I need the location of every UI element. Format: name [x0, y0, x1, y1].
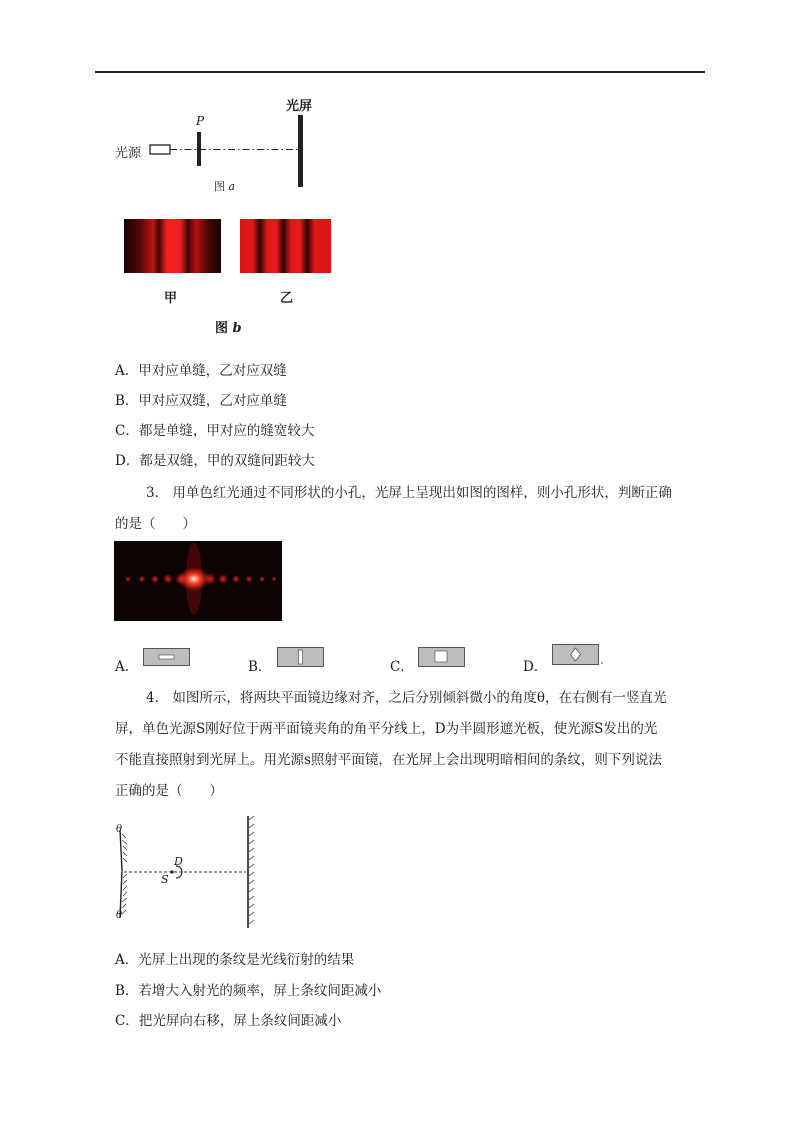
theta-label-bottom: θ: [116, 910, 123, 921]
interference-patterns: [120, 215, 340, 277]
q4-option-a[interactable]: A．光屏上出现的条纹是光线衍射的结果: [115, 952, 355, 968]
pattern-yi: [240, 219, 331, 273]
q4-stem-line4: 正确的是（ ）: [115, 783, 223, 799]
mirror-setup-diagram: [108, 812, 268, 934]
aperture-horizontal-slit: [143, 648, 191, 672]
q3-option-c[interactable]: C．: [390, 659, 414, 675]
theta-label-top: θ: [116, 824, 123, 835]
light-source-box: [150, 145, 170, 154]
label-yi: 乙: [280, 291, 294, 306]
q2-option-a[interactable]: A．甲对应单缝，乙对应双缝: [115, 363, 287, 379]
light-source-label: 光源: [115, 146, 142, 161]
q4-stem-line2: 屏，单色光源S刚好位于两平面镜夹角的角平分线上，D为半圆形遮光板，使光源S发出的光: [115, 721, 658, 737]
aperture-vertical-slit: [277, 647, 325, 672]
aperture-square-hole: [418, 647, 466, 672]
q2-option-d[interactable]: D．都是双缝，甲的双缝间距较大: [115, 453, 315, 469]
figure-b: [120, 215, 340, 340]
s-label: S: [161, 873, 169, 886]
d-label: D: [174, 855, 183, 868]
figure-a: [110, 92, 350, 197]
q3-stem-line2: 的是（ ）: [115, 516, 196, 532]
q4-stem-line1: 4. 如图所示，将两块平面镜边缘对齐，之后分别倾斜微小的角度θ，在右侧有一竖直光: [146, 690, 667, 706]
q4-option-c[interactable]: C．把光屏向右移，屏上条纹间距减小: [115, 1013, 342, 1029]
diffraction-pattern: [114, 541, 282, 621]
screen-bar: [298, 115, 303, 187]
figure-b-caption: 图 b: [215, 321, 242, 336]
figure-a-caption: 图 a: [214, 180, 236, 193]
q4-option-b[interactable]: B．若增大入射光的频率，屏上条纹间距减小: [115, 983, 382, 999]
q4-stem-line3: 不能直接照射到光屏上。用光源s照射平面镜，在光屏上会出现明暗相间的条纹，则下列说法: [115, 752, 662, 768]
slit-plate-p: [197, 132, 201, 166]
q3-option-b[interactable]: B．: [248, 659, 272, 675]
q2-option-b[interactable]: B．甲对应双缝，乙对应单缝: [115, 393, 287, 409]
q4-mirror-figure: [108, 812, 268, 934]
q3-stem-line1: 3. 用单色红光通过不同形状的小孔，光屏上呈现出如图的图样，则小孔形状，判断正确: [146, 485, 672, 501]
header-rule: [95, 71, 705, 73]
screen-label: 光屏: [286, 99, 313, 114]
p-label: P: [196, 114, 205, 128]
label-jia: 甲: [164, 291, 178, 306]
q3-diffraction-image: [114, 541, 282, 625]
aperture-diamond-hole: [552, 644, 604, 672]
q3-option-a[interactable]: A．: [115, 659, 139, 675]
q3-option-d[interactable]: D．: [523, 659, 548, 675]
pattern-jia: [124, 219, 221, 273]
q2-option-c[interactable]: C．都是单缝，甲对应的缝宽较大: [115, 423, 315, 439]
